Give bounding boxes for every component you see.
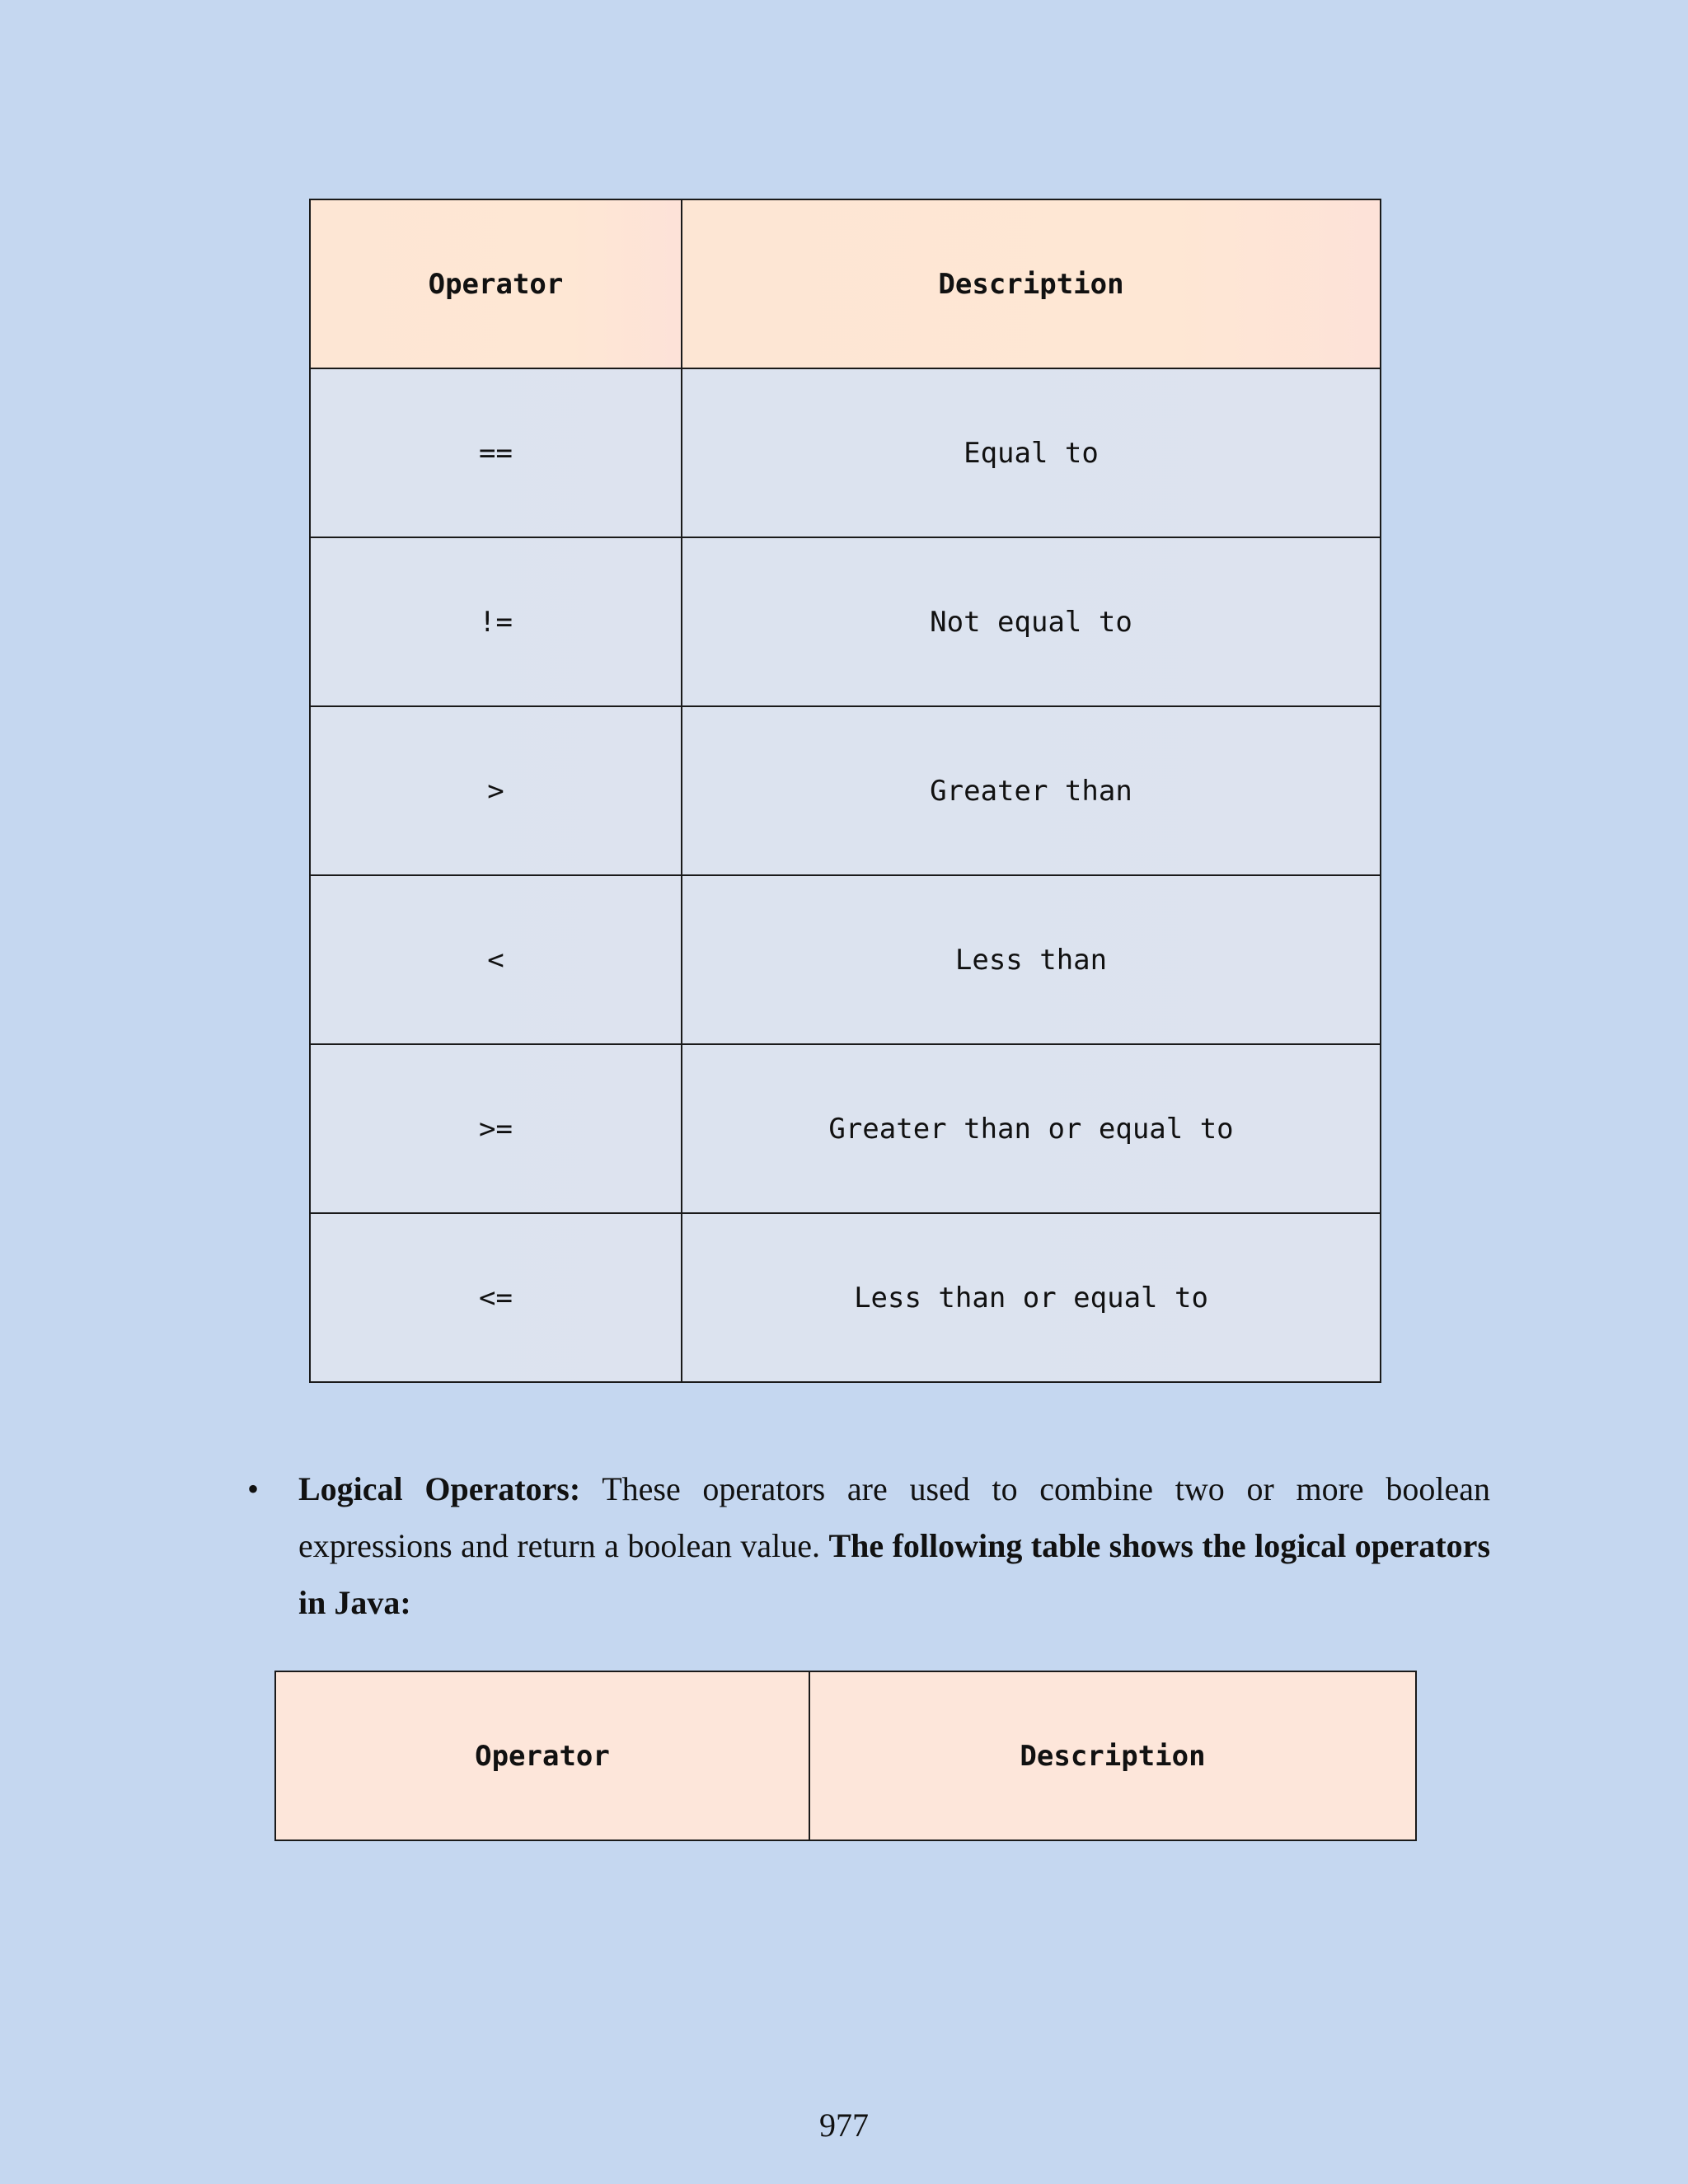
table-row xyxy=(310,875,1381,1044)
table-header-row xyxy=(275,1671,1416,1840)
description-header: Description xyxy=(809,1671,1416,1840)
operator-cell: >= xyxy=(310,1044,682,1213)
logical-operators-body: These operators are used to combine two or more boolean expressions and return a boolean value. xyxy=(298,1470,1490,1564)
logical-operators-table-intro: The following table shows the logical operators in Java: xyxy=(298,1527,1491,1621)
table-header-row xyxy=(310,199,1381,368)
operator-cell: > xyxy=(310,706,682,875)
description-cell: Greater than or equal to xyxy=(682,1044,1381,1213)
logical-operators-table xyxy=(274,1671,1417,1841)
operator-cell: <= xyxy=(310,1213,682,1382)
page-number: 977 xyxy=(819,2107,869,2144)
operator-cell: != xyxy=(310,537,682,706)
operator-header: Operator xyxy=(310,199,682,368)
table-row xyxy=(310,368,1381,537)
table-row xyxy=(310,706,1381,875)
operator-cell: < xyxy=(310,875,682,1044)
comparison-operators-table xyxy=(309,199,1381,1383)
logical-operators-heading: Logical Operators: xyxy=(298,1470,581,1507)
description-cell: Not equal to xyxy=(682,537,1381,706)
table-row xyxy=(310,1044,1381,1213)
operator-header: Operator xyxy=(275,1671,809,1840)
operator-cell: == xyxy=(310,368,682,537)
bullet-point: • xyxy=(247,1470,260,1507)
description-cell: Equal to xyxy=(682,368,1381,537)
description-cell: Less than or equal to xyxy=(682,1213,1381,1382)
description-cell: Less than xyxy=(682,875,1381,1044)
table-row xyxy=(310,1213,1381,1382)
description-header: Description xyxy=(682,199,1381,368)
description-cell: Greater than xyxy=(682,706,1381,875)
logical-operators-paragraph xyxy=(298,1460,1490,1631)
table-row xyxy=(310,537,1381,706)
